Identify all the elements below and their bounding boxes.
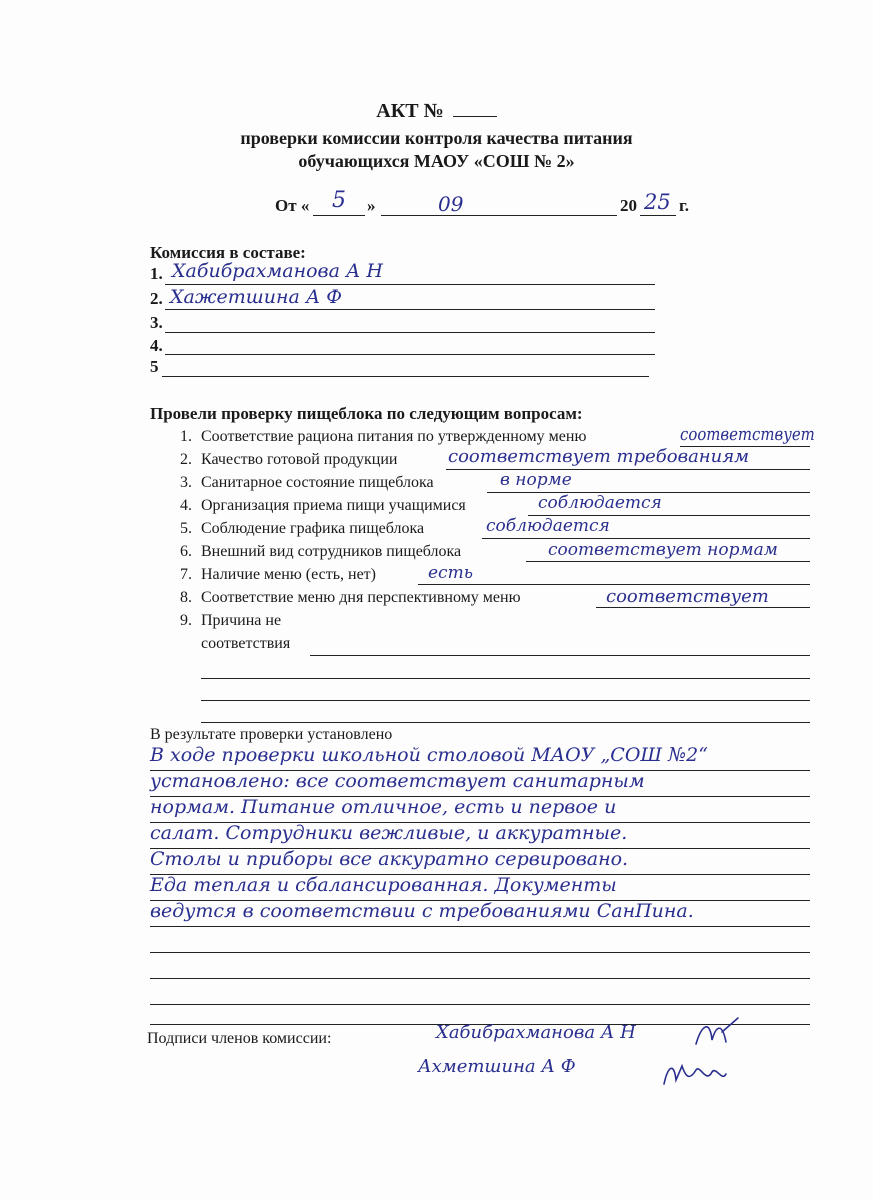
member-line-5 xyxy=(162,376,649,377)
item-answer-6: соответствует нормам xyxy=(548,540,778,560)
result-text-6: Еда теплая и сбалансированная. Документы xyxy=(150,874,617,896)
member-line-3 xyxy=(165,332,655,333)
item-answer-4: соблюдается xyxy=(538,493,662,513)
member-name-1: Хабибрахманова А Н xyxy=(172,260,383,282)
act-subtitle-2: обучающихся МАОУ «СОШ № 2» xyxy=(298,151,575,171)
date-prefix: От « xyxy=(275,196,310,215)
date-mid: » xyxy=(367,196,376,215)
commission-heading: Комиссия в составе: xyxy=(150,243,306,262)
result-text-5: Столы и приборы все аккуратно сервировано. xyxy=(150,848,629,870)
item-line-9b xyxy=(201,678,810,679)
item-label-1: Соответствие рациона питания по утвержденному меню xyxy=(201,428,587,445)
item-num-1: 1. xyxy=(180,428,192,445)
item-num-9: 9. xyxy=(180,612,192,629)
result-line-7 xyxy=(150,926,810,927)
item-num-8: 8. xyxy=(180,589,192,606)
act-title-text: АКТ № xyxy=(376,100,444,122)
member-line-1 xyxy=(165,284,655,285)
member-name-2: Хажетшина А Ф xyxy=(170,286,343,308)
member-line-4 xyxy=(165,354,655,355)
item-label-2: Качество готовой продукции xyxy=(201,451,398,468)
item-answer-2: соответствует требованиям xyxy=(448,446,750,467)
item-label-7: Наличие меню (есть, нет) xyxy=(201,566,376,583)
date-year: 25 xyxy=(644,190,671,214)
member-num-2: 2. xyxy=(150,289,163,308)
member-num-3: 3. xyxy=(150,313,163,332)
item-label-9-line1: Причина не xyxy=(201,612,282,629)
item-line-8 xyxy=(596,607,810,608)
item-answer-3: в норме xyxy=(500,470,572,490)
act-title xyxy=(0,100,873,123)
act-number-blank xyxy=(453,116,497,117)
item-line-9a xyxy=(310,655,810,656)
item-num-2: 2. xyxy=(180,451,192,468)
result-text-4: салат. Сотрудники вежливые, и аккуратные. xyxy=(150,822,628,844)
inspection-heading: Провели проверку пищеблока по следующим вопросам: xyxy=(150,404,583,423)
item-line-7 xyxy=(418,584,810,585)
item-num-4: 4. xyxy=(180,497,192,514)
date-month: 09 xyxy=(438,192,464,216)
result-text-2: установлено: все соответствует санитарным xyxy=(150,770,645,792)
item-label-4: Организация приема пищи учащимися xyxy=(201,497,466,514)
item-label-9-line2: соответствия xyxy=(201,635,291,652)
member-num-4: 4. xyxy=(150,336,163,355)
item-num-5: 5. xyxy=(180,520,192,537)
item-num-6: 6. xyxy=(180,543,192,560)
result-text-3: нормам. Питание отличное, есть и первое и xyxy=(150,796,617,818)
signature-name-1: Хабибрахманова А Н xyxy=(436,1022,636,1043)
result-text-1: В ходе проверки школьной столовой МАОУ „СОШ №2“ xyxy=(150,744,708,766)
item-answer-8: соответствует xyxy=(606,586,769,607)
item-label-3: Санитарное состояние пищеблока xyxy=(201,474,434,491)
result-heading: В результате проверки установлено xyxy=(150,726,393,743)
item-num-3: 3. xyxy=(180,474,192,491)
member-line-2 xyxy=(165,309,655,310)
item-label-8: Соответствие меню дня перспективному меню xyxy=(201,589,521,606)
item-line-6 xyxy=(526,561,810,562)
result-text-7: ведутся в соответствии с требованиями СанПина. xyxy=(150,900,694,922)
item-line-5 xyxy=(482,538,810,539)
item-label-6: Внешний вид сотрудников пищеблока xyxy=(201,543,462,560)
item-answer-1: соответствует xyxy=(680,424,815,445)
result-line-9 xyxy=(150,978,810,979)
result-line-10 xyxy=(150,1004,810,1005)
item-line-9d xyxy=(201,722,810,723)
item-label-5: Соблюдение графика пищеблока xyxy=(201,520,425,537)
date-year-prefix: 20 xyxy=(620,196,637,215)
date-day: 5 xyxy=(332,188,346,213)
member-num-5: 5 xyxy=(150,357,159,376)
signatures-label: Подписи членов комиссии: xyxy=(147,1030,332,1047)
signature-mark-1 xyxy=(692,1014,742,1052)
date-day-line xyxy=(313,215,365,216)
item-num-7: 7. xyxy=(180,566,192,583)
item-answer-5: соблюдается xyxy=(486,516,610,536)
item-line-9c xyxy=(201,700,810,701)
result-line-8 xyxy=(150,952,810,953)
member-num-1: 1. xyxy=(150,264,163,283)
signature-name-2: Ахметшина А Ф xyxy=(418,1056,576,1077)
date-month-line xyxy=(381,215,617,216)
date-year-line xyxy=(640,215,676,216)
act-subtitle-1: проверки комиссии контроля качества питания xyxy=(240,128,633,148)
signature-mark-2 xyxy=(660,1056,730,1090)
item-answer-7: есть xyxy=(428,563,473,583)
date-suffix: г. xyxy=(679,196,690,215)
